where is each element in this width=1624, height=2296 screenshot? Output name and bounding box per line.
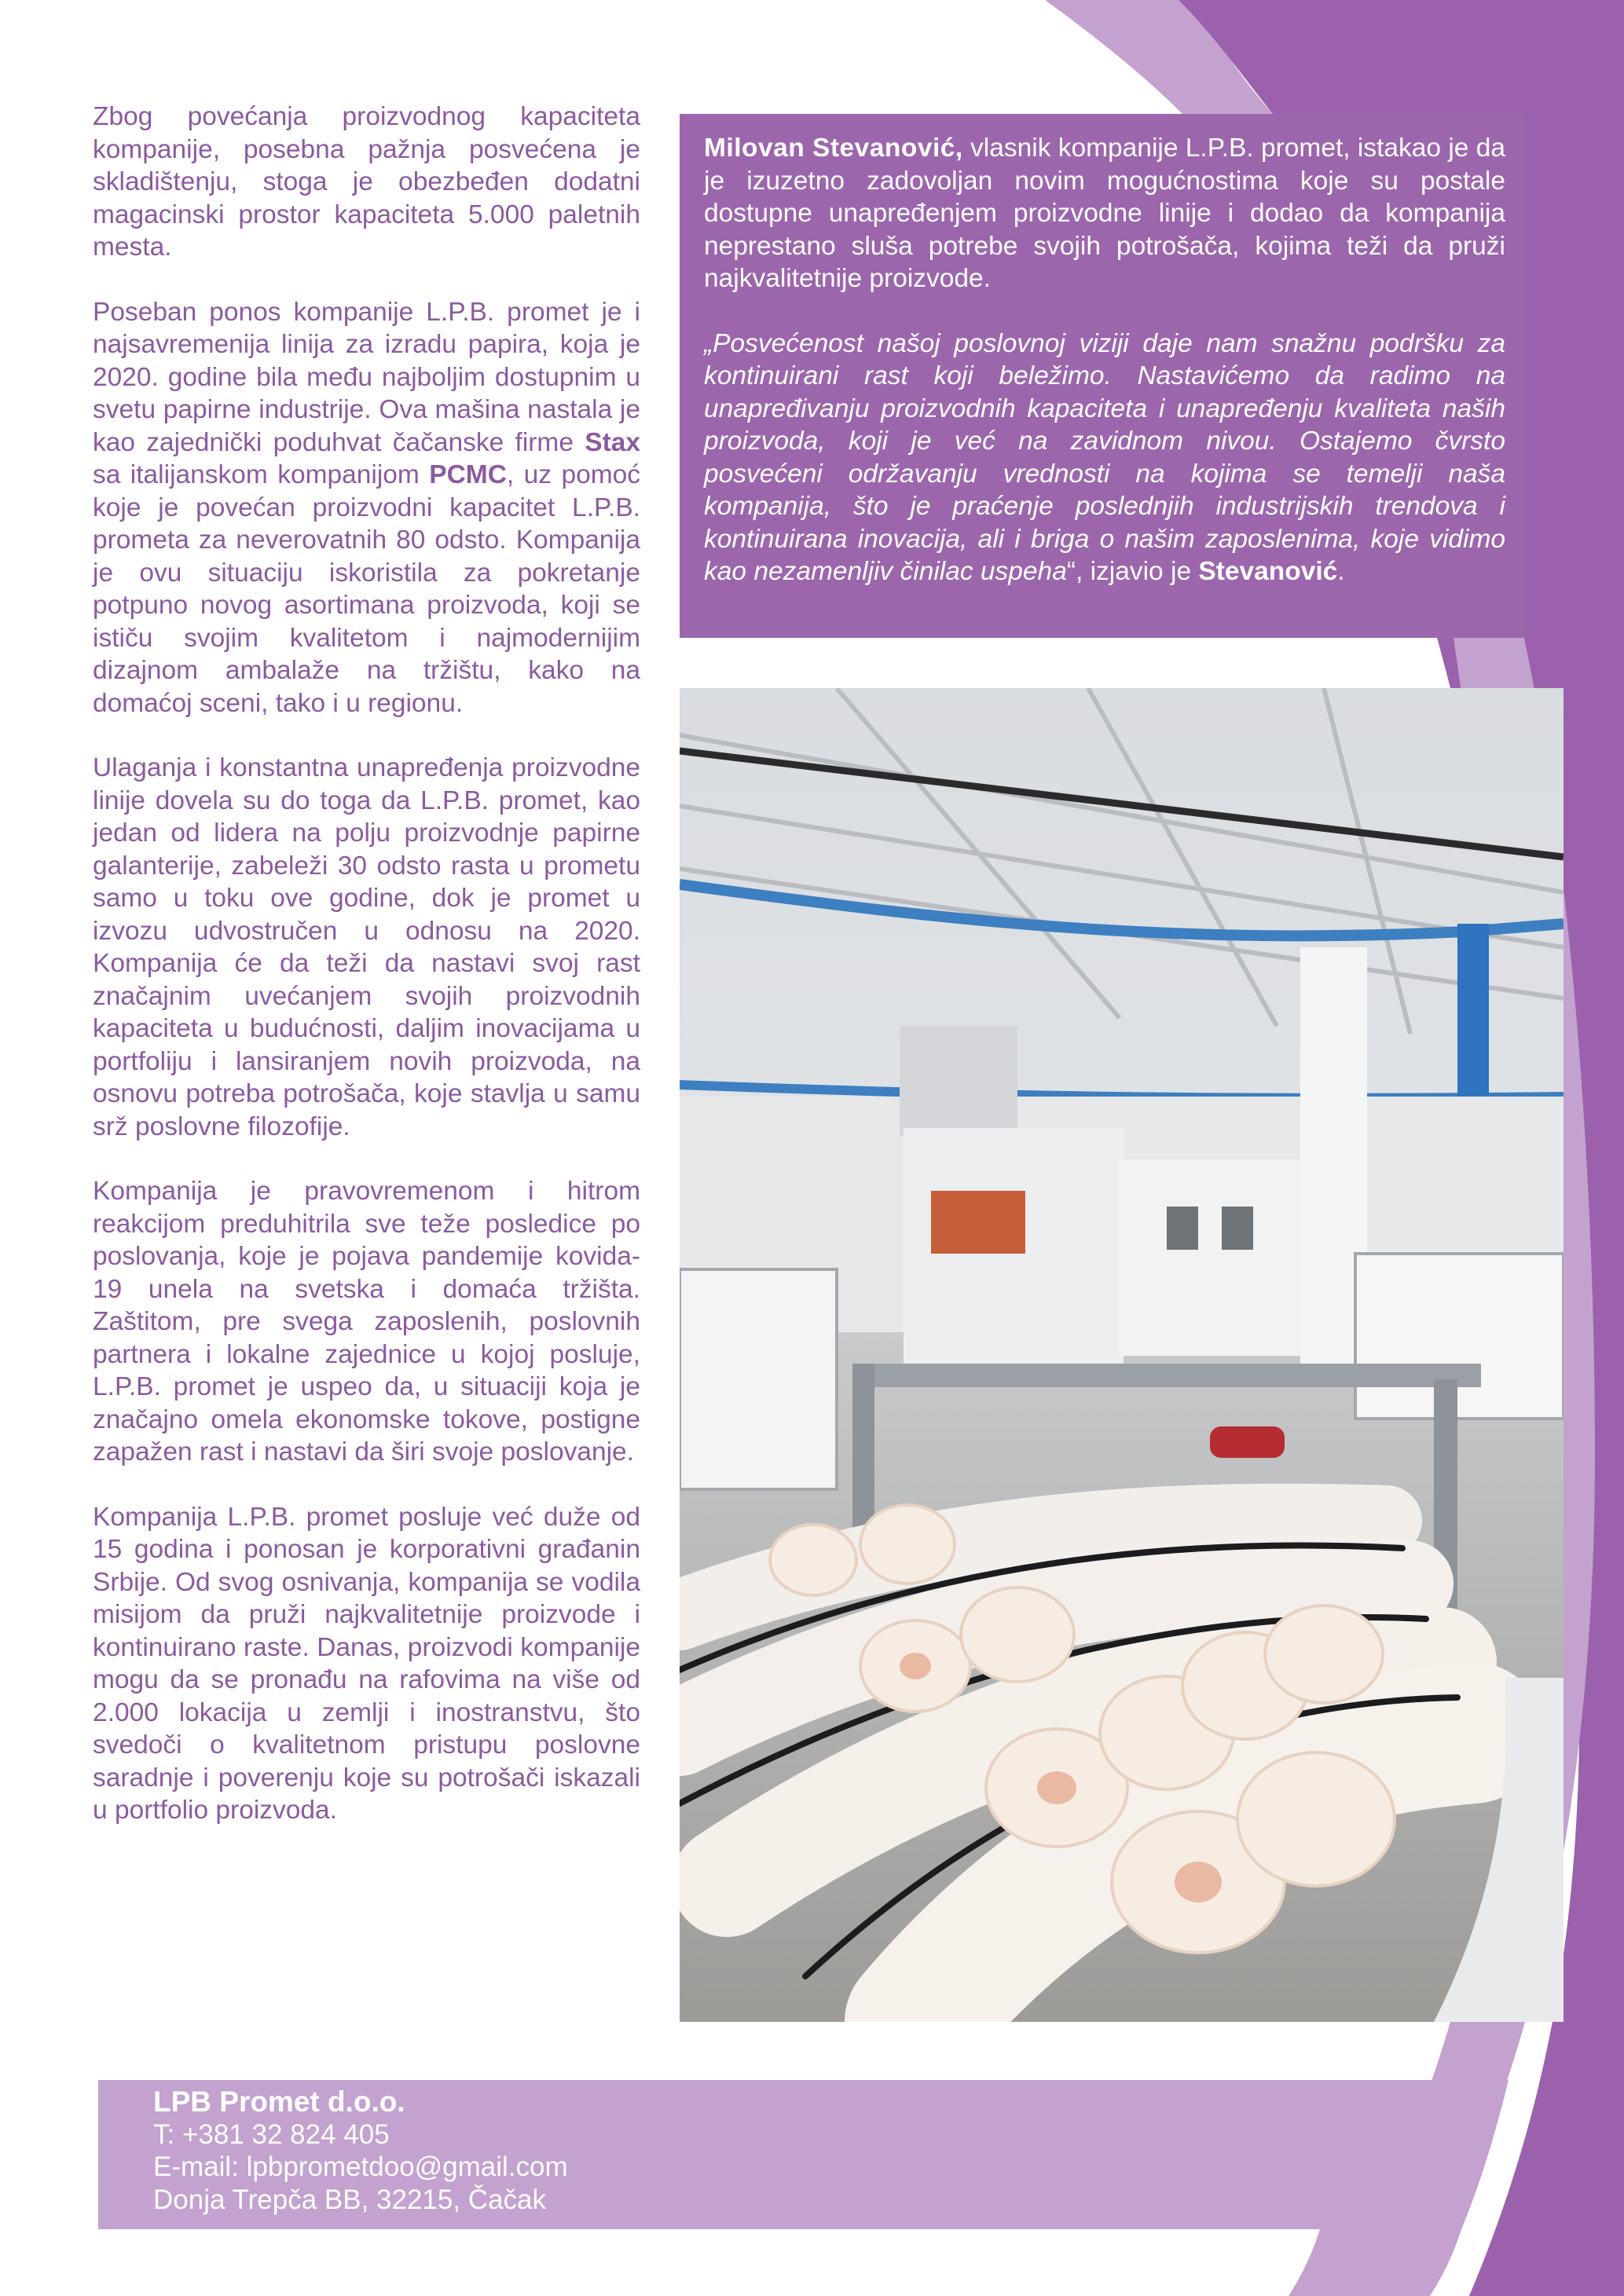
paragraph-pandemic: Kompanija je pravovremenom i hitrom reakcijom preduhitrila sve teže posledice po poslovanja, koje je pojava pandemije kovida-19 unela na svetska i domaća tržišta. Zaštitom, pre svega zaposlenih, poslovnih partnera i lokalne zajednice u kojoj posluje, L.P.B. promet je uspeo da, u situaciji koja je značajno omela ekonomske tokove, postigne zapažen rast i nastavi da širi svoje poslovanje.: [93, 1177, 640, 1467]
paragraph-paper-line: [93, 296, 640, 720]
article-left-column: [93, 101, 640, 1827]
speaker-name: Stevanović: [1198, 557, 1338, 586]
contact-info: [153, 2085, 568, 2216]
p2-text-a: Poseban ponos kompanije L.P.B. promet je i najsavremenija linija za izradu papira, koja je 2020. godine bila među najboljim dostupnim u svetu papirne industrije. Ova mašina nastala je kao zajednički poduhvat čačanske firme: [93, 297, 640, 457]
owner-name: Milovan Stevanović,: [704, 134, 963, 163]
quote-close: “, izjavio je: [1066, 557, 1199, 586]
quote-text: [704, 328, 1505, 588]
bottom-corner-arc: [1289, 2229, 1461, 2296]
paragraph-history: Kompanija L.P.B. promet posluje već duže od 15 godina i ponosan je korporativni građanin Srbije. Od svog osnivanja, kompanija se vodila misijom da pruži najkvalitetnije proizvode i kontinuirano raste. Danas, proizvodi kompanije mogu da se pronađu na rafovima na više od 2.000 lokacija u zemlji i inostranstvu, što svedoči o kvalitetnom pristupu poslovne saradnje i poverenju koje su potrošači iskazali u portfolio proizvoda.: [93, 1502, 640, 1825]
quote-box: [680, 114, 1524, 638]
phone-number: T: +381 32 824 405: [153, 2118, 390, 2150]
paragraph-growth: Ulaganja i konstantna unapređenja proizvodne linije dovela su do toga da L.P.B. promet, kao jedan od lidera na polju proizvodnje papirne galanterije, zabeleži 30 odsto rasta u prometu samo u toku ove godine, dok je promet u izvozu udvostručen u odnosu na 2020. Kompanija će da teži da nastavi svoj rast značajnim uvećanjem svojih proizvodnih kapaciteta u budućnosti, daljim inovacijama u portfoliju i lansiranjem novih proizvoda, na osnovu potreba potrošača, koje stavlja u samu srž poslovne filozofije.: [93, 753, 640, 1141]
p2-text-c: , uz pomoć koje je povećan proizvodni kapacitet L.P.B. prometa za neverovatnih 80 odsto. Kompanija je ovu situaciju iskoristila za pokretanje potpuno novog asortimana proizvoda, koji se ističu svojim kvalitetom i najmodernijim dizajnom ambalaže na tržištu, kako na domaćoj sceni, tako i u regionu.: [93, 460, 640, 718]
email-address: E-mail: lpbprometdoo@gmail.com: [153, 2151, 568, 2182]
stax-name: Stax: [585, 427, 640, 457]
quote-italic: „Posvećenost našoj poslovnoj viziji daje nam snažnu podršku za kontinuirani rast koji beležimo. Nastavićemo da radimo na unapređivanju proizvodnih kapaciteta i unapređenju kvaliteta naših proizvoda, koji je već na zavidnom nivou. Ostajemo čvrsto posvećeni održavanju vrednosti na kojima se temelji naša kompanija, što je praćenje poslednjih industrijskih trendova i kontinuirana inovacija, ali i briga o našim zaposlenima, koje vidimo kao nezamenljiv činilac uspeha: [704, 328, 1505, 586]
factory-photo: [680, 688, 1564, 2022]
quote-intro: [704, 132, 1505, 295]
pcmc-name: PCMC: [429, 460, 507, 489]
company-name: LPB Promet d.o.o.: [153, 2085, 405, 2118]
quote-end: .: [1337, 557, 1345, 586]
paragraph-storage: Zbog povećanja proizvodnog kapaciteta kompanije, posebna pažnja posvećena je skladištenju, stoga je obezbeđen dodatni magacinski prostor kapaciteta 5.000 paletnih mesta.: [93, 102, 640, 262]
factory-photo-illustration: [680, 688, 1564, 2022]
postal-address: Donja Trepča BB, 32215, Čačak: [153, 2184, 547, 2215]
p2-text-b: sa italijanskom kompanijom: [93, 460, 430, 489]
owner-intro: vlasnik kompanije L.P.B. promet, istakao je da je izuzetno zadovoljan novim mogućnostima koje su postale dostupne unapređenjem proizvodne linije i dodao da kompanija neprestano sluša potrebe svojih potrošača, kojima teži da pruži najkvalitetnije proizvode.: [704, 134, 1506, 293]
